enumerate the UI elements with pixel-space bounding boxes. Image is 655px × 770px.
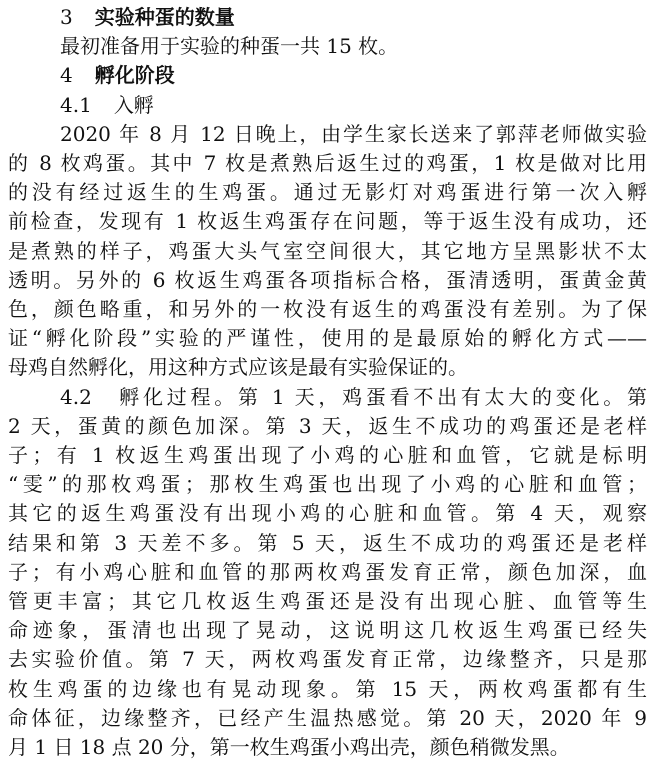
- section-4-title: 孵化阶段: [94, 63, 175, 88]
- paragraph-2-line: “雯”的那枚鸡蛋；那枚生鸡蛋也出现了小鸡的心脏和血管；: [8, 472, 647, 497]
- paragraph-1-line: 的没有经过返生的生鸡蛋。通过无影灯对鸡蛋进行第一次入孵: [8, 180, 647, 205]
- paragraph-2-line: 其它的返生鸡蛋没有出现小鸡的心脏和血管。第 4 天，观察: [8, 501, 647, 526]
- paragraph-2-line: 子；有 1 枚返生鸡蛋出现了小鸡的心脏和血管，它就是标明: [8, 443, 647, 467]
- paragraph-2-line: 2 天，蛋黄的颜色加深。第 3 天，返生不成功的鸡蛋还是老样: [8, 413, 647, 438]
- paragraph-2-line: 月 1 日 18 点 20 分，第一枚生鸡蛋小鸡出壳，颜色稍微发黑。: [8, 735, 570, 759]
- paragraph-1-line: 母鸡自然孵化，用这种方式应该是最有实验保证的。: [8, 355, 468, 380]
- paragraph-2-line: 结果和第 3 天差不多。第 5 天，返生不成功的鸡蛋还是老样: [8, 530, 647, 555]
- subsection-4-1-title: 入孵: [113, 92, 154, 117]
- paragraph-2-line: 去实验价值。第 7 天，两枚鸡蛋发育正常，边缘整齐，只是那: [8, 647, 647, 672]
- paragraph-1-line: 2020 年 8 月 12 日晚上，由学生家长送来了郭萍老师做实验: [60, 121, 647, 146]
- paragraph-2-line: 命体征，边缘整齐，已经产生温热感觉。第 20 天，2020 年 9: [8, 705, 647, 730]
- section-3-number: 3: [60, 5, 73, 29]
- paragraph-2-line: 命迹象，蛋清也出现了晃动，这说明这几枚返生鸡蛋已经失: [8, 618, 647, 643]
- paragraph-1-line: 色，颜色略重，和另外的一枚没有返生的鸡蛋没有差别。为了保: [8, 297, 647, 321]
- paragraph-1-line: 证“孵化阶段”实验的严谨性，使用的是最原始的孵化方式——: [8, 326, 647, 351]
- paragraph-2-line: 子；有小鸡心脏和血管的那两枚鸡蛋发育正常，颜色加深，血: [8, 559, 647, 584]
- paragraph-2-line: 4.2 孵化过程。第 1 天，鸡蛋看不出有太大的变化。第: [60, 384, 647, 409]
- subsection-4-1-heading: [8, 90, 647, 120]
- paragraph-2-line: 枚生鸡蛋的边缘也有晃动现象。第 15 天，两枚鸡蛋都有生: [8, 676, 647, 701]
- paragraph-1-line: 是煮熟的样子，鸡蛋大头气室空间很大，其它地方呈黑影状不太: [8, 238, 647, 263]
- section-3-text: 最初准备用于实验的种蛋一共 15 枚。: [60, 34, 399, 59]
- subsection-4-1-number: 4.1: [60, 92, 92, 117]
- section-3-heading: [8, 2, 647, 32]
- paragraph-1-line: 透明。另外的 6 枚返生鸡蛋各项指标合格，蛋清透明，蛋黄金黄: [8, 267, 647, 292]
- paragraph-2-line: 管更丰富；其它几枚返生鸡蛋还是没有出现心脏、血管等生: [8, 589, 647, 613]
- section-3-title: 实验种蛋的数量: [94, 5, 235, 29]
- section-4-number: 4: [60, 63, 73, 88]
- paragraph-1-line: 前检查，发现有 1 枚返生鸡蛋存在问题，等于返生没有成功，还: [8, 209, 647, 234]
- paragraph-1-line: 的 8 枚鸡蛋。其中 7 枚是煮熟后返生过的鸡蛋，1 枚是做对比用: [8, 151, 647, 175]
- section-4-heading: [8, 60, 647, 90]
